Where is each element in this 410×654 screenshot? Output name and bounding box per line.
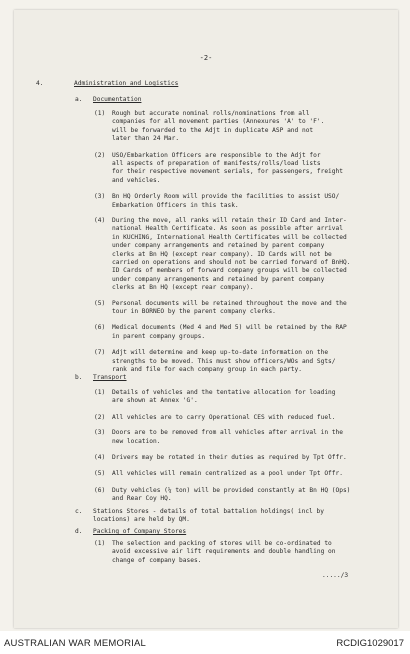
footer-source: AUSTRALIAN WAR MEMORIAL	[4, 638, 147, 649]
item-text-line: national Health Certificate. As soon as possible after arrival	[112, 225, 343, 233]
item-text-line: Personal documents will be retained throughout the move and the	[112, 299, 347, 307]
item-text-line: Details of vehicles and the tentative allocation for loading	[112, 389, 336, 396]
item-text-line: and vehicles.	[112, 176, 161, 184]
item-text-line: Doors are to be removed from all vehicles after arrival in the	[112, 429, 343, 437]
item-text-line: Duty vehicles (¼ ton) will be provided constantly at Bn HQ (Ops)	[112, 486, 351, 494]
item-text-line: All vehicles will remain centralized as a pool under Tpt Offr.	[112, 470, 343, 478]
item-number: (3)	[94, 429, 106, 437]
footer-bar	[0, 631, 410, 654]
item-text-line: later than 24 Mar.	[112, 135, 180, 143]
item-number: (4)	[94, 454, 106, 461]
item-number: (1)	[94, 540, 106, 547]
item-number: (4)	[94, 217, 106, 224]
subsection-title: Transport	[93, 374, 127, 381]
item-text-line: and Rear Coy HQ.	[112, 495, 172, 503]
item-number: (1)	[94, 389, 106, 396]
item-text-line: Adjt will determine and keep up-to-date information on the	[112, 349, 329, 357]
subsection-title: Documentation	[93, 96, 142, 103]
item-text-line: clerks at Bn HQ (except rear company). ID Cards will not be	[112, 250, 332, 258]
subsection-text-line: locations) are held by QM.	[93, 516, 190, 524]
item-text-line: carried on operations and should not be carried forward of BnHQ.	[112, 259, 351, 266]
item-number: (3)	[94, 193, 106, 201]
continuation-marker: ...../3	[322, 572, 349, 579]
item-text-line: USO/Embarkation Officers are responsible to the Adjt for	[112, 151, 321, 159]
item-number: (7)	[94, 349, 106, 357]
item-text-line: change of company bases.	[112, 556, 202, 564]
item-text-line: rank and file for each company group in each party.	[112, 366, 302, 373]
item-number: (2)	[94, 413, 106, 421]
item-text-line: for their respective movement serials, for passengers, freight	[112, 168, 343, 176]
item-number: (6)	[94, 486, 106, 494]
item-text-line: clerks at Bn HQ (except rear company).	[112, 284, 254, 292]
item-text-line: Bn HQ Orderly Room will provide the facilities to assist USO/	[112, 193, 340, 201]
item-text-line: tour in BORNEO by the parent company clerks.	[112, 308, 276, 315]
item-text-line: new location.	[112, 437, 161, 445]
item-text-line: All vehicles are to carry Operational CES with reduced fuel.	[112, 413, 336, 421]
item-number: (5)	[94, 299, 106, 307]
footer-id: RCDIG1029017	[336, 638, 404, 649]
item-text-line: Medical documents (Med 4 and Med 5) will be retained by the RAP	[112, 324, 347, 332]
item-number: (5)	[94, 470, 106, 478]
item-text-line: in KUCHING, International Health Certificates will be collected	[112, 233, 347, 241]
subsection-letter: b.	[75, 374, 83, 381]
subsection-title: Packing of Company Stores	[93, 528, 187, 535]
item-text-line: Embarkation Officers in this task.	[112, 201, 239, 209]
subsection-letter: d.	[75, 528, 83, 535]
item-number: (6)	[94, 324, 106, 332]
section-number: 4.	[36, 80, 44, 87]
item-text-line: ID Cards of members of forward company groups will be collected	[112, 267, 347, 275]
item-text-line: Rough but accurate nominal rolls/nominations from all	[112, 110, 310, 117]
item-text-line: are shown at Annex 'G'.	[112, 397, 198, 405]
page-number: -2-	[199, 54, 213, 62]
subsection-letter: c.	[75, 508, 83, 515]
item-text-line: strengths to be moved. This must show officers/WOs and Sgts/	[112, 357, 336, 365]
item-text-line: all aspects of preparation of manifests/rolls/load lists	[112, 160, 321, 167]
item-text-line: During the move, all ranks will retain their ID Card and Inter-	[112, 217, 347, 224]
item-text-line: avoid excessive air lift requirements and double handling on	[112, 548, 336, 556]
item-number: (1)	[94, 110, 106, 117]
section-title: Administration and Logistics	[74, 80, 179, 87]
subsection-letter: a.	[75, 96, 83, 103]
subsection-text-line: Stations Stores - details of total battalion holdings( incl by	[93, 508, 324, 515]
item-text-line: will be forwarded to the Adjt in duplicate ASP and not	[112, 126, 314, 134]
item-text-line: The selection and packing of stores will be co-ordinated to	[112, 540, 332, 547]
item-text-line: under company arrangements and retained by parent company	[112, 275, 325, 283]
document-page	[14, 10, 398, 628]
item-text-line: in parent company groups.	[112, 332, 206, 340]
item-text-line: companies for all movement parties (Annexures 'A' to 'F'.	[112, 118, 325, 126]
item-text-line: Drivers may be rotated in their duties as required by Tpt Offr.	[112, 454, 347, 461]
item-text-line: under company arrangements and retained by parent company	[112, 242, 325, 250]
item-number: (2)	[94, 151, 106, 159]
